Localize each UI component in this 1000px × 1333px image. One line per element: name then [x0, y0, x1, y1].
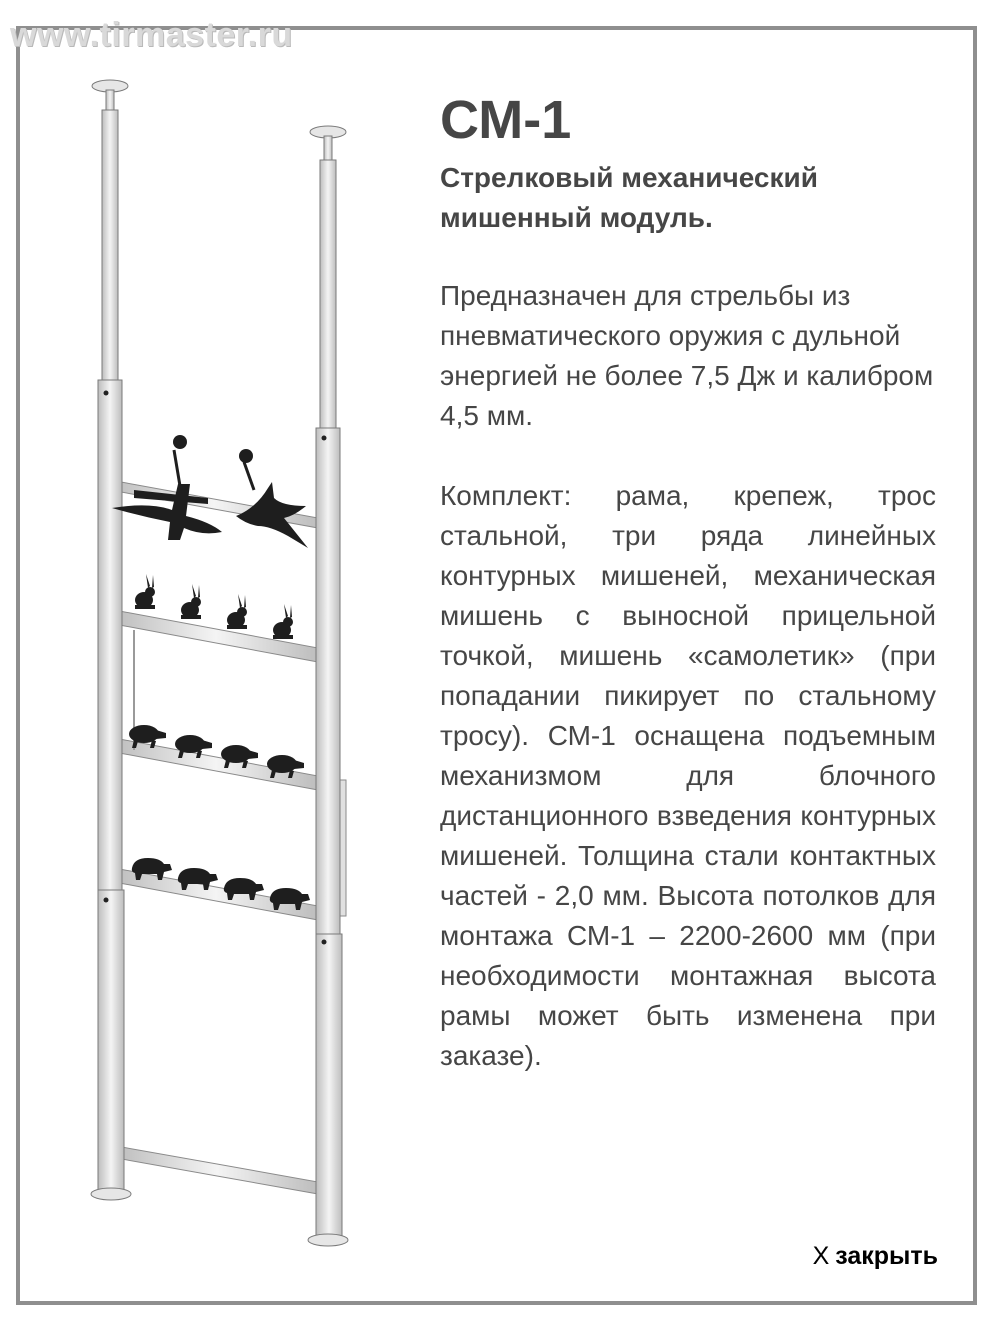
close-icon: X — [812, 1242, 830, 1270]
purpose-paragraph: Предназначен для стрельбы из пневматического оружия с дульной энергией не более 7,5 Дж и калибром 4,5 мм. — [440, 280, 934, 431]
site-watermark: www.tirmaster.ru — [10, 16, 293, 54]
kit-description-paragraph: Комплект: рама, крепеж, трос стальной, три ряда линейных контурных мишеней, механическая мишень с выносной прицельной точкой, мишень «самолетик» (при попадании пикирует по стальному тросу). СМ-1 оснащена подъемным механизмом для блочного дистанционного взведения контурных мишеней. Толщина стали контактных частей - 2,0 мм. Высота потолков для монтажа СМ-1 – 2200-2600 мм (при необходимости монтажная высота рамы может быть изменена при заказе). — [440, 480, 936, 1071]
swallow-target-icon — [236, 449, 308, 548]
rabbit-icon — [227, 594, 247, 629]
rabbit-icon — [135, 574, 155, 609]
rabbit-icon — [273, 604, 293, 639]
target-module-illustration — [60, 70, 390, 1270]
rabbit-icon — [181, 584, 201, 619]
right-pole — [308, 126, 348, 1246]
product-subtitle: Стрелковый механический мишенный модуль. — [440, 162, 818, 233]
shelf-bars — [110, 480, 346, 1194]
close-link[interactable] — [813, 1242, 938, 1271]
close-label: закрыть — [835, 1242, 938, 1270]
product-title: СМ-1 — [440, 90, 572, 150]
left-pole — [91, 80, 131, 1200]
